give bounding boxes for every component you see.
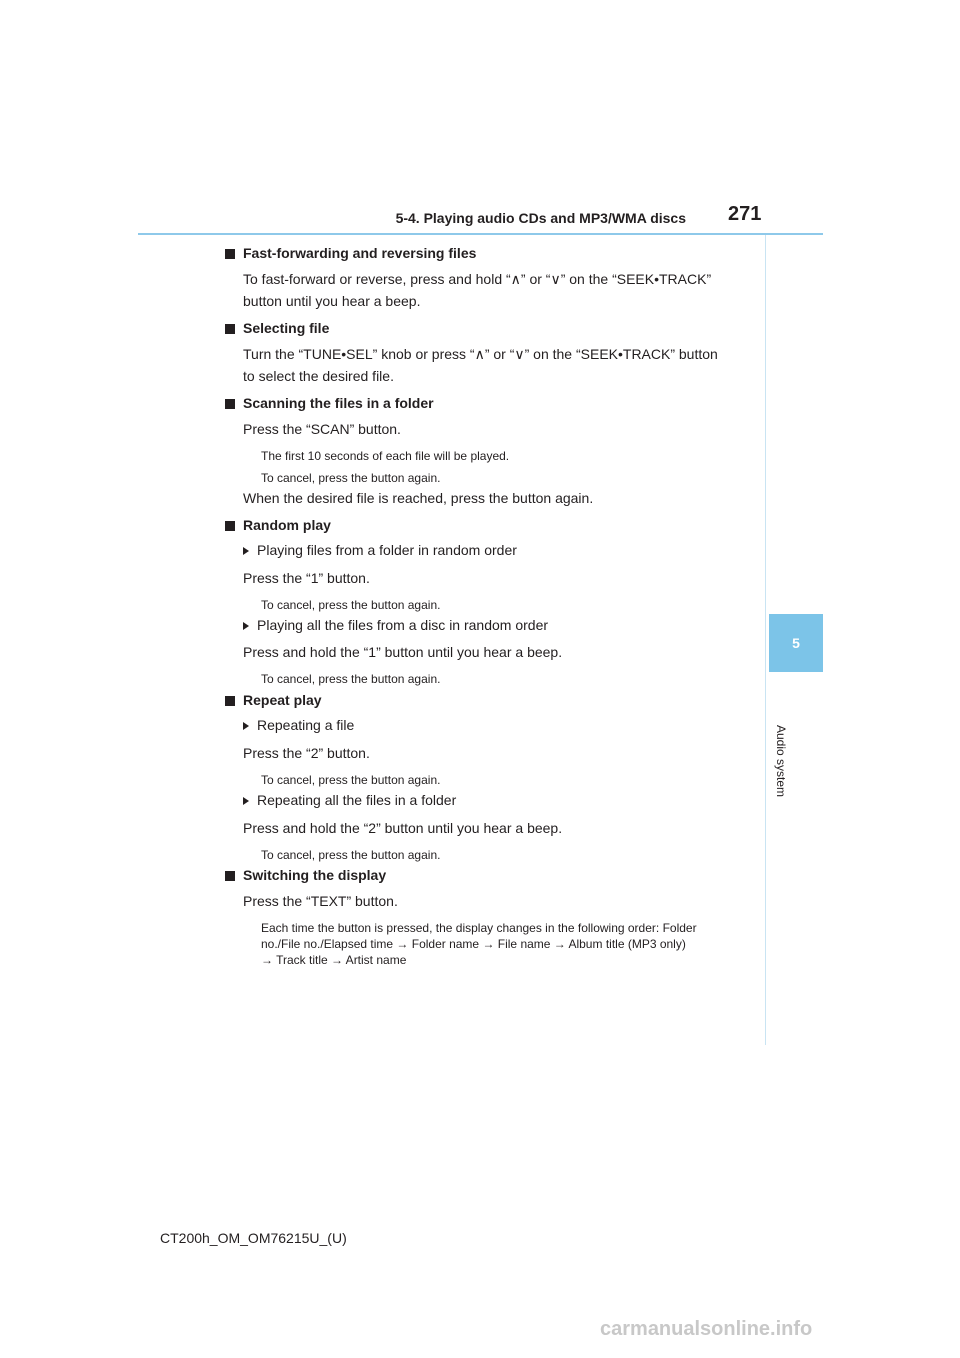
body-text: to select the desired file. xyxy=(243,368,394,384)
square-bullet-icon xyxy=(225,324,235,334)
triangle-bullet-icon xyxy=(243,622,249,630)
square-bullet-icon xyxy=(225,249,235,259)
sub-bullet: Repeating a file xyxy=(243,717,354,733)
triangle-bullet-icon xyxy=(243,797,249,805)
note-text: To cancel, press the button again. xyxy=(261,848,441,862)
section-title: 5-4. Playing audio CDs and MP3/WMA discs xyxy=(395,210,686,226)
square-bullet-icon xyxy=(225,521,235,531)
sub-bullet: Playing files from a folder in random order xyxy=(243,542,517,558)
page-number: 271 xyxy=(728,203,762,225)
body-text: Press the “SCAN” button. xyxy=(243,421,401,437)
body-text: To fast-forward or reverse, press and hold “∧” or “∨” on the “SEEK•TRACK” xyxy=(243,271,712,287)
chapter-label: Audio system xyxy=(774,725,788,798)
note-text: Each time the button is pressed, the display changes in the following order: Folder xyxy=(261,921,697,935)
side-divider xyxy=(765,235,766,1045)
note-text: To cancel, press the button again. xyxy=(261,773,441,787)
note-text: To cancel, press the button again. xyxy=(261,471,441,485)
body-text: Press and hold the “1” button until you hear a beep. xyxy=(243,644,563,660)
note-text: The first 10 seconds of each file will be played. xyxy=(261,449,510,463)
body-text: Press and hold the “2” button until you hear a beep. xyxy=(243,820,563,836)
note-text: → Track title → Artist name xyxy=(261,953,407,967)
document-code: CT200h_OM_OM76215U_(U) xyxy=(160,1230,347,1246)
body-text: When the desired file is reached, press the button again. xyxy=(243,490,594,506)
chapter-tab: 5 xyxy=(769,614,823,672)
square-bullet-icon xyxy=(225,871,235,881)
body-text: Press the “1” button. xyxy=(243,570,370,586)
triangle-bullet-icon xyxy=(243,722,249,730)
sub-bullet: Playing all the files from a disc in random order xyxy=(243,617,548,633)
body-text: button until you hear a beep. xyxy=(243,293,421,309)
body-text: Turn the “TUNE•SEL” knob or press “∧” or “∨” on the “SEEK•TRACK” button xyxy=(243,346,718,362)
note-text: To cancel, press the button again. xyxy=(261,672,441,686)
note-text: To cancel, press the button again. xyxy=(261,598,441,612)
triangle-bullet-icon xyxy=(243,547,249,555)
watermark: carmanualsonline.info xyxy=(600,1318,813,1340)
sub-bullet: Repeating all the files in a folder xyxy=(243,792,456,808)
square-bullet-icon xyxy=(225,399,235,409)
header-rule xyxy=(138,233,823,235)
body-text: Press the “2” button. xyxy=(243,745,370,761)
body-text: Press the “TEXT” button. xyxy=(243,893,398,909)
square-bullet-icon xyxy=(225,696,235,706)
note-text: no./File no./Elapsed time → Folder name → File name → Album title (MP3 only) xyxy=(261,937,686,951)
